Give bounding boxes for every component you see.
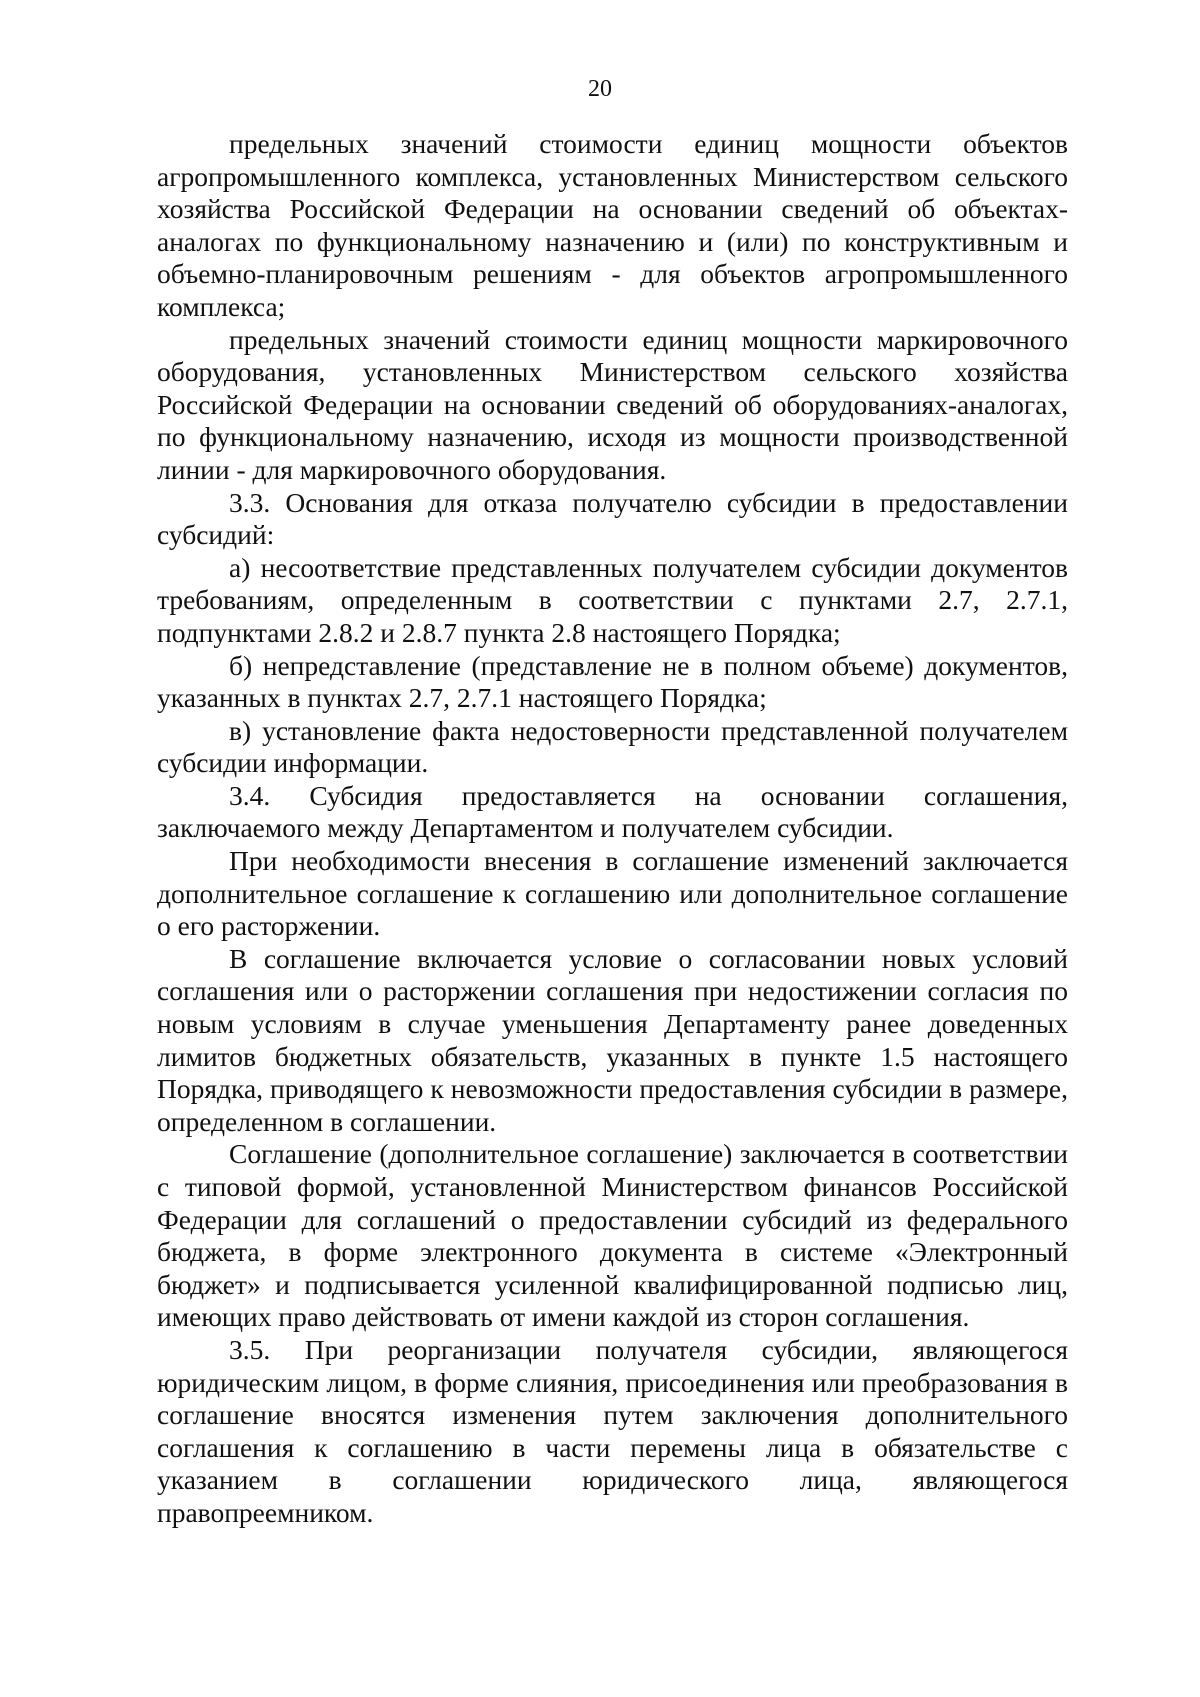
paragraph-3-4-agreement-basis: 3.4. Субсидия предоставляется на основании соглашения, заключаемого между Департаментом и получателем субсидии. (157, 779, 1068, 844)
paragraph-refusal-item-v: в) установление факта недостоверности представленной получателем субсидии информации. (157, 714, 1068, 779)
page-number: 20 (588, 76, 612, 102)
paragraph-standard-form: Соглашение (дополнительное соглашение) заключается в соответствии с типовой формой, установленной Министерством финансов Российской Федерации для соглашений о предоставлении субсидий из федерального бюджета, в форме электронного документа в системе «Электронный бюджет» и подписывается усиленной квалифицированной подписью лиц, имеющих право действовать от имени каждой из сторон соглашения. (157, 1138, 1068, 1333)
paragraph-new-conditions-clause: В соглашение включается условие о согласовании новых условий соглашения или о расторжении соглашения при недостижении согласия по новым условиям в случае уменьшения Департаменту ранее доведенных лимитов бюджетных обязательств, указанных в пункте 1.5 настоящего Порядка, приводящего к невозможности предоставления субсидии в размере, определенном в соглашении. (157, 942, 1068, 1137)
paragraph-additional-agreement: При необходимости внесения в соглашение изменений заключается дополнительное соглашение к соглашению или дополнительное соглашение о его расторжении. (157, 845, 1068, 942)
paragraph-refusal-item-a: а) несоответствие представленных получателем субсидии документов требованиям, определенным в соответствии с пунктами 2.7, 2.7.1, подпунктами 2.8.2 и 2.8.7 пункта 2.8 настоящего Порядка; (157, 551, 1068, 648)
paragraph-3-5-reorganization: 3.5. При реорганизации получателя субсидии, являющегося юридическим лицом, в форме слияния, присоединения или преобразования в соглашение вносятся изменения путем заключения дополнительного соглашения к соглашению в части перемены лица в обязательстве с указанием в соглашении юридического лица, являющегося правопреемником. (157, 1333, 1068, 1528)
paragraph-marking-equipment-cost-limits: предельных значений стоимости единиц мощности маркировочного оборудования, установленных Министерством сельского хозяйства Российской Федерации на основании сведений об оборудованиях-аналогах, по функциональному назначению, исходя из мощности производственной линии - для маркировочного оборудования. (157, 323, 1068, 485)
paragraph-refusal-item-b: б) непредставление (представление не в полном объеме) документов, указанных в пунктах 2.7, 2.7.1 настоящего Порядка; (157, 649, 1068, 714)
paragraph-agro-cost-limits: предельных значений стоимости единиц мощности объектов агропромышленного комплекса, установленных Министерством сельского хозяйства Российской Федерации на основании сведений об объектах-аналогах по функциональному назначению и (или) по конструктивным и объемно-планировочным решениям - для объектов агропромышленного комплекса; (157, 128, 1068, 322)
paragraph-3-3-refusal-grounds: 3.3. Основания для отказа получателю субсидии в предоставлении субсидий: (157, 486, 1068, 551)
document-body (157, 128, 1068, 1530)
